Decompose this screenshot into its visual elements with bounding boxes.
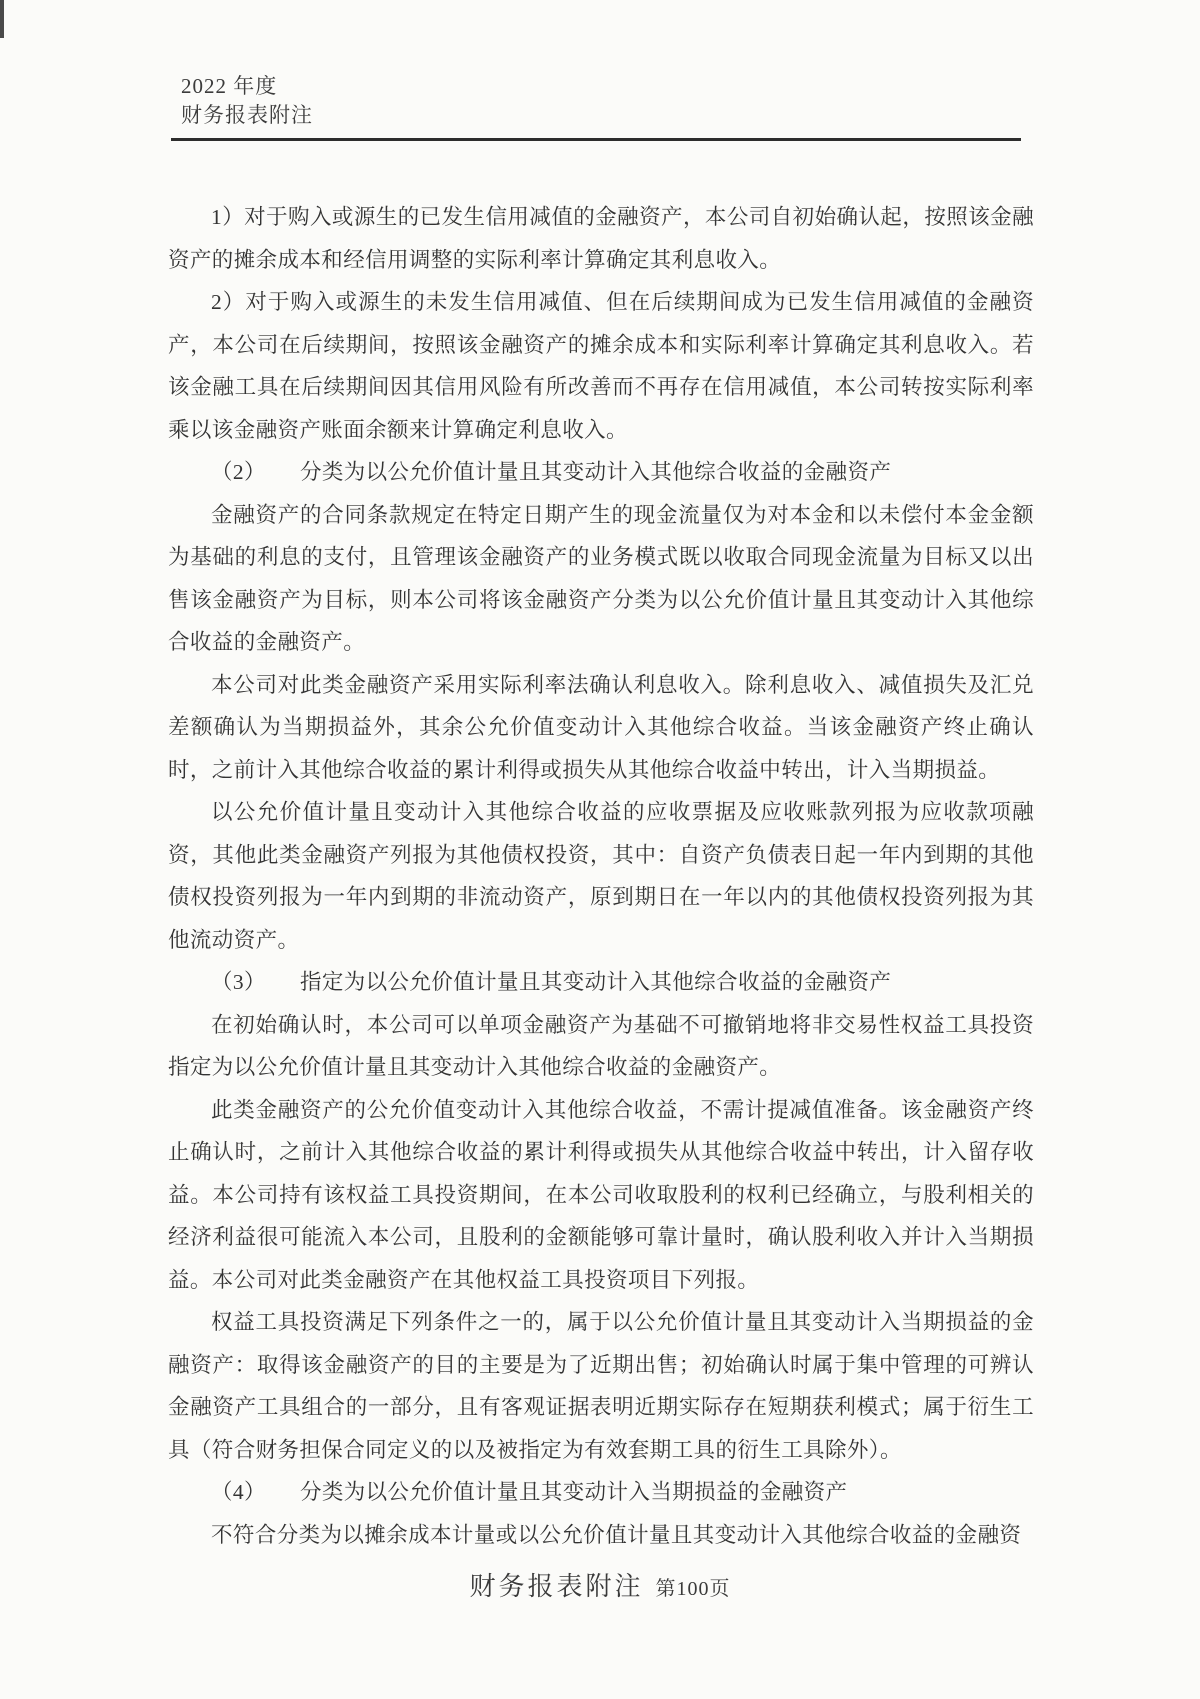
body-paragraph: 以公允价值计量且变动计入其他综合收益的应收票据及应收账款列报为应收款项融资，其他此类金融资产列报为其他债权投资，其中：自资产负债表日起一年内到期的其他债权投资列报为一年内到期的非流动资产，原到期日在一年以内的其他债权投资列报为其他流动资产。 <box>168 800 1034 952</box>
clause-heading <box>168 961 1034 1004</box>
clause-number: （2） <box>211 460 266 484</box>
footer-page-number: 第100页 <box>655 1578 731 1600</box>
body-paragraph: 本公司对此类金融资产采用实际利率法确认利息收入。除利息收入、减值损失及汇兑差额确认为当期损益外，其余公允价值变动计入其他综合收益。当该金融资产终止确认时，之前计入其他综合收益的累计利得或损失从其他综合收益中转出，计入当期损益。 <box>168 672 1034 782</box>
clause-title: 分类为以公允价值计量且其变动计入其他综合收益的金融资产 <box>299 460 892 484</box>
body-paragraph: 权益工具投资满足下列条件之一的，属于以公允价值计量且其变动计入当期损益的金融资产：取得该金融资产的目的主要是为了近期出售；初始确认时属于集中管理的可辨认金融资产工具组合的一部分，且有客观证据表明近期实际存在短期获利模式；属于衍生工具（符合财务担保合同定义的以及被指定为有效套期工具的衍生工具除外）。 <box>168 1310 1034 1462</box>
document-body <box>168 196 1034 1556</box>
header-title: 财务报表附注 <box>181 103 313 127</box>
body-paragraph: 此类金融资产的公允价值变动计入其他综合收益，不需计提减值准备。该金融资产终止确认时，之前计入其他综合收益的累计利得或损失从其他综合收益中转出，计入留存收益。本公司持有该权益工具投资期间，在本公司收取股利的权利已经确立，与股利相关的经济利益很可能流入本公司，且股利的金额能够可靠计量时，确认股利收入并计入当期损益。本公司对此类金融资产在其他权益工具投资项目下列报。 <box>168 1097 1034 1292</box>
scan-artifact <box>0 0 4 38</box>
clause-title: 分类为以公允价值计量且其变动计入当期损益的金融资产 <box>299 1480 848 1504</box>
document-blocks <box>168 196 1034 1556</box>
body-paragraph: 在初始确认时，本公司可以单项金融资产为基础不可撤销地将非交易性权益工具投资指定为以公允价值计量且其变动计入其他综合收益的金融资产。 <box>168 1012 1034 1079</box>
page-footer <box>0 1566 1200 1603</box>
clause-title: 指定为以公允价值计量且其变动计入其他综合收益的金融资产 <box>299 970 892 994</box>
header-rule <box>171 138 1021 141</box>
body-paragraph: 2）对于购入或源生的未发生信用减值、但在后续期间成为已发生信用减值的金融资产，本公司在后续期间，按照该金融资产的摊余成本和实际利率计算确定其利息收入。若该金融工具在后续期间因其信用风险有所改善而不再存在信用减值，本公司转按实际利率乘以该金融资产账面余额来计算确定利息收入。 <box>168 290 1034 442</box>
clause-number: （3） <box>211 970 266 994</box>
clause-number: （4） <box>211 1480 266 1504</box>
clause-heading <box>168 1471 1034 1514</box>
body-paragraph: 1）对于购入或源生的已发生信用减值的金融资产，本公司自初始确认起，按照该金融资产的摊余成本和经信用调整的实际利率计算确定其利息收入。 <box>168 205 1034 272</box>
page-header <box>181 72 313 130</box>
header-year: 2022 年度 <box>181 74 278 98</box>
clause-heading <box>168 451 1034 494</box>
body-paragraph: 金融资产的合同条款规定在特定日期产生的现金流量仅为对本金和以未偿付本金金额为基础的利息的支付，且管理该金融资产的业务模式既以收取合同现金流量为目标又以出售该金融资产为目标，则本公司将该金融资产分类为以公允价值计量且其变动计入其他综合收益的金融资产。 <box>168 502 1034 654</box>
body-paragraph: 不符合分类为以摊余成本计量或以公允价值计量且其变动计入其他综合收益的金融资 <box>211 1522 1022 1547</box>
footer-title: 财务报表附注 <box>469 1572 644 1601</box>
